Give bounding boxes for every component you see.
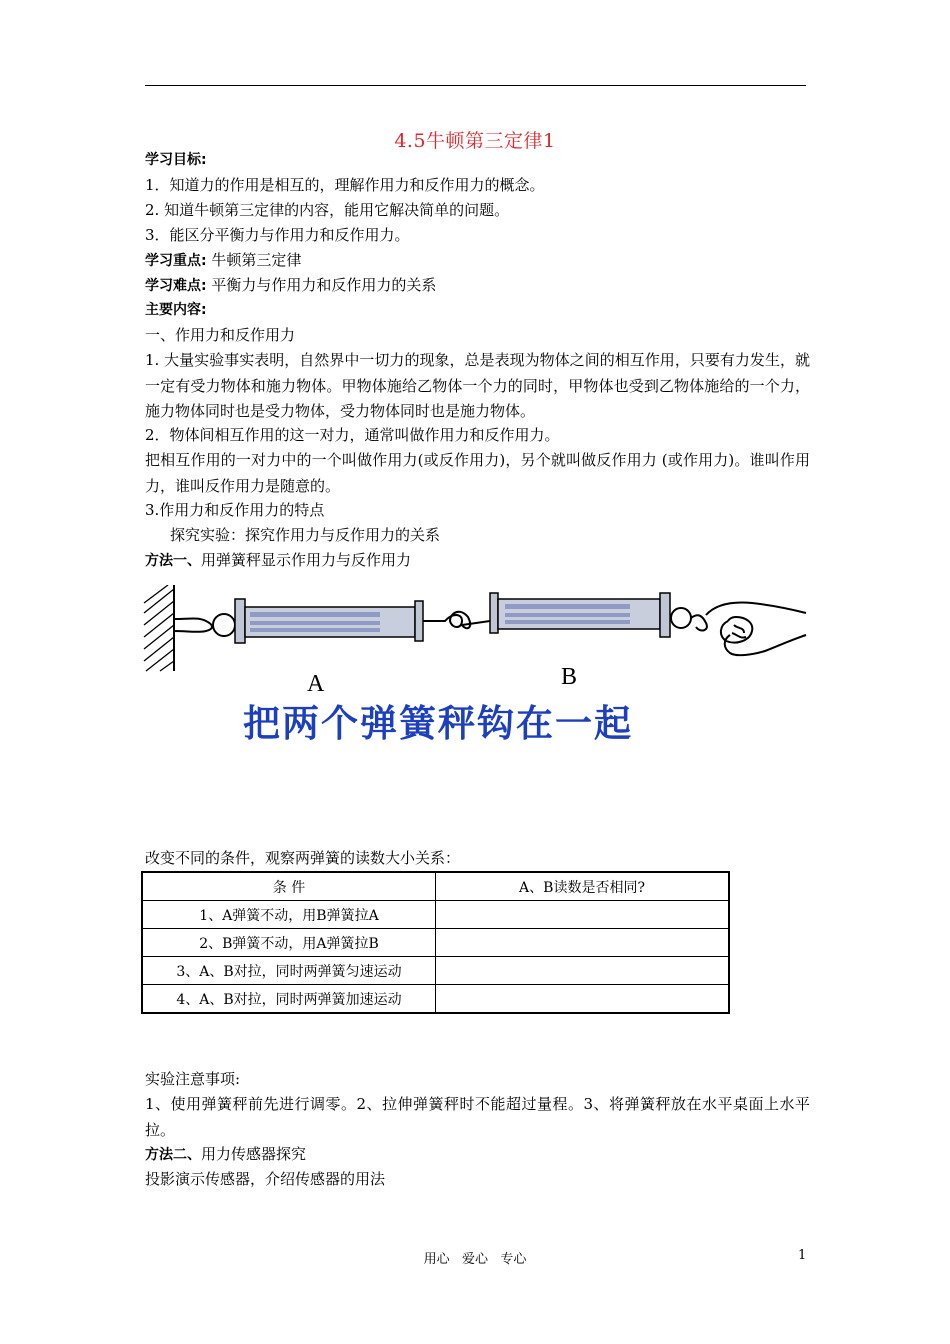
- table-header-row: [142, 872, 729, 901]
- figure-caption: 把两个弹簧秤钩在一起: [243, 702, 633, 745]
- answer-cell: [436, 985, 730, 1014]
- hook-icon: [174, 619, 212, 632]
- table-row: [142, 901, 729, 929]
- footer-motto: 用心 爱心 专心: [423, 1252, 527, 1267]
- header-rule: [145, 85, 806, 86]
- notes-heading: 实验注意事项:: [145, 1070, 241, 1088]
- point-3: 3.作用力和反作用力的特点: [145, 501, 325, 519]
- label-a: A: [307, 671, 325, 697]
- paragraph-3: 把相互作用的一对力中的一个叫做作用力(或反作用力)，另个就叫做反作用力 (或作用力)。谁叫作用力，谁叫反作用力是随意的。: [145, 451, 810, 495]
- condition-cell: 4、A、B对拉，同时两弹簧加速运动: [142, 985, 436, 1014]
- objective-3: 3．能区分平衡力与作用力和反作用力。: [145, 226, 410, 244]
- spring-scale-b: [490, 593, 670, 637]
- readings-table: [141, 871, 730, 1014]
- table-row: [142, 929, 729, 957]
- explore-experiment: 探究实验：探究作用力与反作用力的关系: [170, 526, 441, 544]
- method-1-label: 方法一、: [145, 553, 201, 569]
- condition-cell: 1、A弹簧不动，用B弹簧拉A: [142, 901, 436, 929]
- objective-2: 2. 知道牛顿第三定律的内容，能用它解决简单的问题。: [145, 201, 510, 219]
- header-condition: 条 件: [142, 872, 436, 901]
- condition-cell: 2、B弹簧不动，用A弹簧拉B: [142, 929, 436, 957]
- key-point-text: 牛顿第三定律: [206, 251, 302, 269]
- method-2: [145, 1142, 810, 1168]
- answer-cell: [436, 957, 730, 985]
- difficulty: [145, 273, 810, 299]
- hand-icon: [706, 603, 806, 656]
- difficulty-label: 学习难点:: [145, 278, 207, 294]
- page-number: 1: [798, 1248, 807, 1263]
- objective-1: 1．知道力的作用是相互的，理解作用力和反作用力的概念。: [145, 176, 545, 194]
- spring-scale-a: [235, 599, 423, 643]
- method-1: [145, 548, 810, 574]
- condition-cell: 3、A、B对拉，同时两弹簧匀速运动: [142, 957, 436, 985]
- method-1-text: 用弹簧秤显示作用力与反作用力: [201, 551, 412, 569]
- method-2-label: 方法二、: [145, 1147, 201, 1163]
- ring-icon: [213, 614, 235, 636]
- paragraph-1: 1. 大量实验事实表明，自然界中一切力的现象，总是表现为物体之间的相互作用，只要有力发生，就一定有受力物体和施力物体。甲物体施给乙物体一个力的同时，甲物体也受到乙物体施给的一个力，施力物体同时也是受力物体，受力物体同时也是施力物体。: [145, 351, 810, 420]
- linked-hooks-icon: [423, 612, 490, 629]
- main-content-heading: 主要内容:: [145, 302, 207, 318]
- answer-cell: [436, 929, 730, 957]
- paragraph-2: 2．物体间相互作用的这一对力，通常叫做作用力和反作用力。: [145, 426, 560, 444]
- objectives-heading: 学习目标:: [145, 152, 207, 168]
- last-line: 投影演示传感器，介绍传感器的用法: [145, 1170, 386, 1188]
- table-row: [142, 985, 729, 1014]
- spring-scale-figure: [140, 585, 810, 675]
- label-b: B: [561, 664, 578, 690]
- method-2-text: 用力传感器探究: [201, 1145, 307, 1163]
- notes-text: 1、使用弹簧秤前先进行调零。2、拉伸弹簧秤时不能超过量程。3、将弹簧秤放在水平桌面上水平拉。: [145, 1095, 810, 1139]
- table-intro: 改变不同的条件，观察两弹簧的读数大小关系：: [145, 849, 461, 867]
- difficulty-text: 平衡力与作用力和反作用力的关系: [206, 276, 437, 294]
- hook-b-icon: [691, 615, 707, 630]
- wall-icon: [144, 585, 174, 671]
- page-title: 4.5牛顿第三定律1: [394, 130, 556, 152]
- answer-cell: [436, 901, 730, 929]
- table-row: [142, 957, 729, 985]
- key-point-label: 学习重点:: [145, 253, 207, 269]
- ring-b-icon: [671, 608, 691, 628]
- section-1-heading: 一、作用力和反作用力: [145, 326, 296, 344]
- header-same-reading: A、B读数是否相同?: [436, 872, 730, 901]
- key-point: [145, 248, 810, 274]
